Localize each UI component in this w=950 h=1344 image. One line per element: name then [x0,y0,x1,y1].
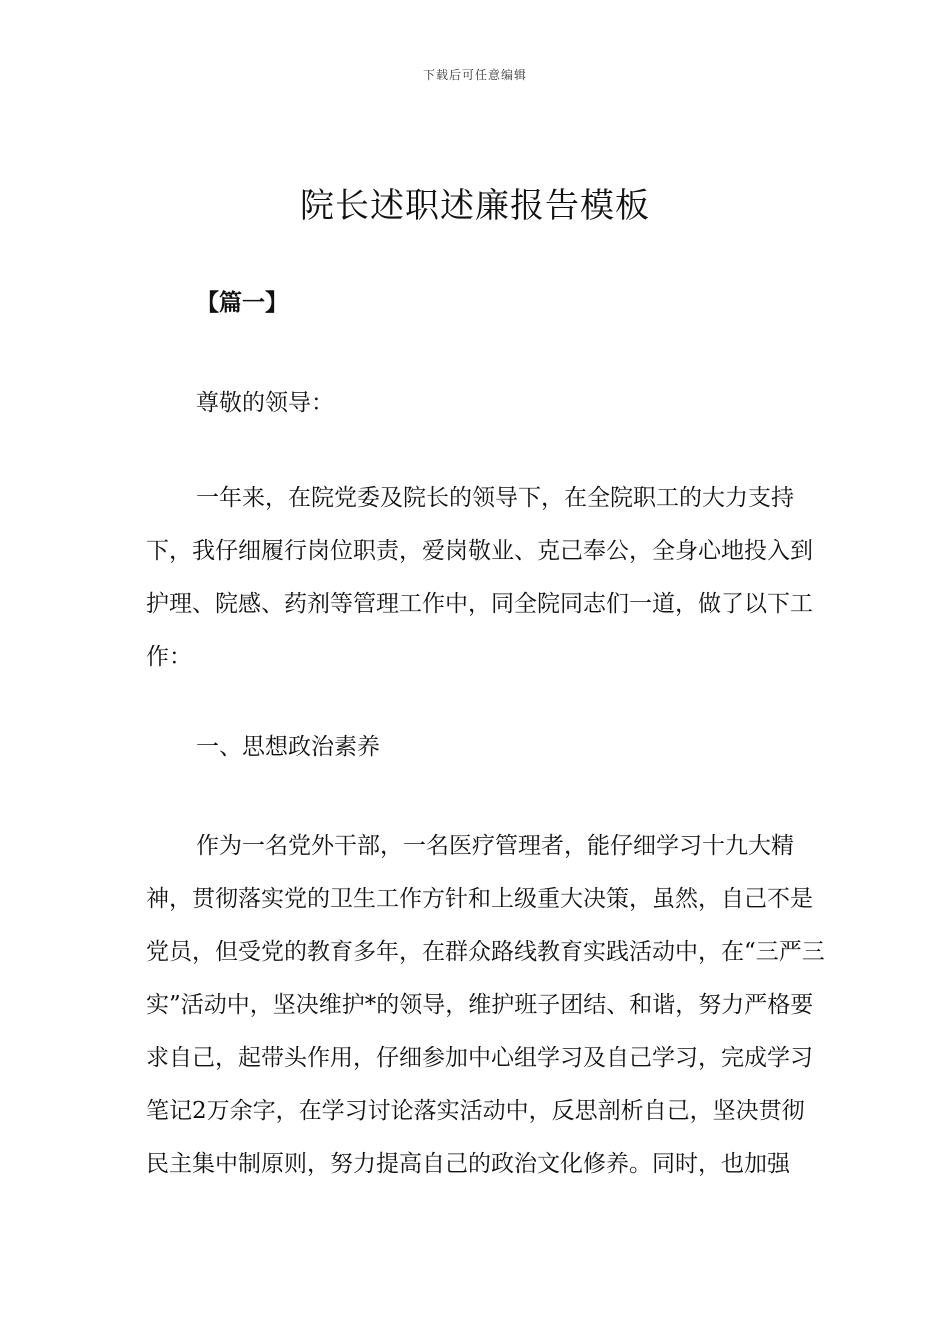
paragraph-body: 作为一名党外干部，一名医疗管理者，能仔细学习十九大精神，贯彻落实党的卫生工作方针和上级重大决策，虽然，自己不是党员，但受党的教育多年，在群众路线教育实践活动中，在“三严三实”活动中，坚决维护*的领导，维护班子团结、和谐，努力严格要求自己，起带头作用，仔细参加中心组学习及自己学习，完成学习笔记2万余字，在学习讨论落实活动中，反思剖析自己，坚决贯彻民主集中制原则，努力提高自己的政治文化修养。同时，也加强 [146,833,825,1177]
header-note: 下载后可任意编辑 [422,68,527,82]
document-title: 院长述职述廉报告模板 [300,186,650,226]
salutation: 尊敬的领导： [196,390,334,416]
paragraph-intro: 一年来，在院党委及院长的领导下，在全院职工的大力支持下，我仔细履行岗位职责，爱岗敬业、克己奉公，全身心地投入到护理、院感、药剂等管理工作中，同全院同志们一道，做了以下工作： [146,485,813,670]
section-heading: 一、思想政治素养 [196,734,380,760]
section-label: 【篇一】 [196,289,288,316]
